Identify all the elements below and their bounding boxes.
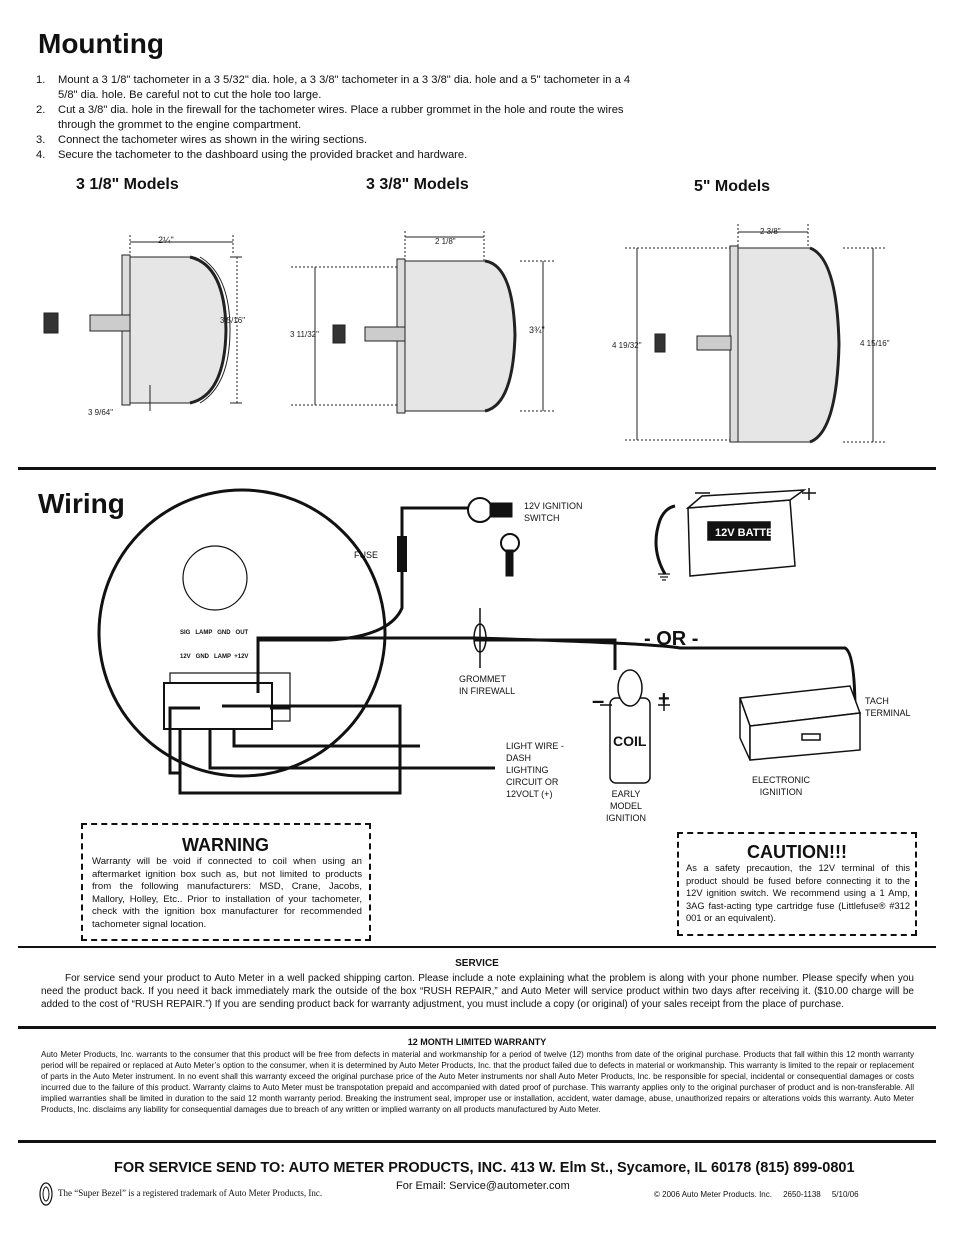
step-2: 2. Cut a 3/8" dia. hole in the firewall for the tachometer wires. Place a rubber grommet in the hole and route the wires through the grommet to the engine compartment. — [36, 104, 624, 131]
step-1: 1. Mount a 3 1/8" tachometer in a 3 5/32" dia. hole, a 3 3/8" tachometer in a 3 3/8" dia. hole and a 5" tachometer in a 4 5/8" dia. hole. Be careful not to cut the hole too large. — [36, 74, 631, 101]
service-address: FOR SERVICE SEND TO: AUTO METER PRODUCTS, INC. 413 W. Elm St., Sycamore, IL 60178 (815) 899-0801 — [114, 1160, 855, 1176]
light-wire-label: LIGHT WIRE - DASH LIGHTING CIRCUIT OR 12VOLT (+) — [506, 741, 564, 799]
mounting-title: Mounting — [38, 28, 164, 59]
trademark-note: The “Super Bezel” is a registered trademark of Auto Meter Products, Inc. — [58, 1188, 323, 1198]
warning-text: Warranty will be void if connected to coil when using an aftermarket ignition box such as, but not limited to products from the following manufacturers: MSD, Crane, Jacobs, Mallory, Holley, Etc.. Prior to installation of your tachometer, check with the ignition box manufacturer for recommended tachometer signal location. — [92, 856, 362, 930]
dim-338-hole: 3 11/32" — [290, 330, 319, 339]
grommet-label: GROMMET IN FIREWALL — [459, 674, 516, 696]
ignition-switch-icon — [468, 498, 519, 576]
model-title-338: 3 3/8" Models — [366, 176, 469, 193]
caution-box — [677, 832, 917, 936]
step-4: 4. Secure the tachometer to the dashboard using the provided bracket and hardware. — [36, 149, 468, 161]
caution-text: As a safety precaution, the 12V terminal of this product should be fused before connecting it to the 12V ignition switch. We recommend using a 1 Amp, 3AG fast-acting type cartridge fuse (Littlefuse® #312 001 or an equivalent). — [686, 863, 910, 923]
battery-label: 12V BATTERY — [715, 527, 789, 539]
gauge-side-diagram-338 — [285, 225, 560, 425]
fuse-icon — [397, 536, 407, 572]
warranty-heading: 12 MONTH LIMITED WARRANTY — [407, 1037, 547, 1047]
dim-338-depth: 2 1/8" — [435, 237, 456, 246]
model-title-5: 5" Models — [694, 178, 771, 195]
or-label: - OR - — [644, 628, 699, 650]
coil-plus-label: + — [658, 688, 670, 710]
service-text: For service send your product to Auto Meter in a well packed shipping carton. Please include a note explaining what the problem is along with your phone number. Please specify when you need the product back. If you need it back immediately mark the outside of the box “RUSH REPAIR,” and Auto Meter will service product within two days after receiving it. ($10.00 charge will be added to the cost of “RUSH REPAIR.”) If you are sending product back for warranty adjustment, you must include a copy (or original) of your sales receipt from the place of purchase. — [41, 973, 914, 1010]
electronic-ignition-label: ELECTRONIC IGNIITION — [752, 775, 811, 797]
section-divider — [18, 467, 936, 470]
warning-title: WARNING — [182, 835, 269, 855]
dim-338-height: 3¾" — [529, 325, 545, 335]
copyright-line: © 2006 Auto Meter Products. Inc. 2650-1138 5/10/06 — [654, 1190, 859, 1199]
warranty-text: Auto Meter Products, Inc. warrants to the consumer that this product will be free from defects in material and workmanship for a period of twelve (12) months from date of the original purchase. Products that fall within this 12 month warranty period will be repaired or replaced at Auto Meter’s option to the consumer, when it is determined by Auto Meter Products, Inc. that the product failed due to defects in material or workmanship. This warranty is limited to the repair or replacement of parts in the Auto Meter instrument. In no event shall this warranty exceed the original purchase price of the Auto Meter instruments nor shall Auto Meter Products, Inc. be responsible for special, incidental or consequential damages or costs incurred due to the failure of this product. Warranty claims to Auto Meter must be transpotation prepaid and accompanied with dated proof of purchase. This warranty applies only to the original purchaser of product and is non-transferable. All implied warranties shall be limited in duration to the said 12 month warranty period. Breaking the instrument seal, improper use or installation, accident, water damage, abuse, unauthorized repairs or alterations voids this warranty. Auto Meter Products, Inc. disclaims any liability for consequential damages due to breach of any written or implied warranty on all products manufactured by Auto Meter. — [41, 1050, 914, 1114]
dim-5-hole: 4 19/32" — [612, 341, 642, 350]
dim-318-depth: 2¼" — [158, 235, 174, 245]
gauge-side-diagram-5 — [605, 218, 905, 448]
terminal-labels-bottom: 12V GND LAMP +12V — [180, 654, 249, 660]
ignition-switch-label: 12V IGNITION SWITCH — [524, 501, 583, 523]
dim-318-bottom: 3 9/64" — [88, 408, 114, 417]
wiring-title: Wiring — [38, 488, 125, 519]
super-bezel-logo-icon — [38, 1181, 54, 1207]
coil-label: COIL — [613, 733, 647, 749]
step-3: 3. Connect the tachometer wires as shown in the wiring sections. — [36, 134, 368, 146]
model-title-318: 3 1/8" Models — [76, 176, 179, 193]
caution-title: CAUTION!!! — [747, 842, 847, 862]
coil-icon — [600, 670, 670, 783]
dim-5-height: 4 15/16" — [860, 339, 890, 348]
fuse-label: FUSE — [354, 550, 379, 560]
service-email: For Email: Service@autometer.com — [396, 1180, 570, 1192]
service-heading: SERVICE — [455, 958, 499, 969]
tach-terminal-label: TACH TERMINAL — [865, 696, 911, 718]
dim-5-depth: 2 3/8" — [760, 227, 781, 236]
terminal-labels-top: SIG LAMP GND OUT — [180, 630, 249, 636]
divider-footer — [18, 1140, 936, 1143]
divider-service — [18, 946, 936, 948]
mounting-steps — [36, 73, 648, 163]
warning-box — [81, 823, 371, 941]
electronic-ignition-icon — [740, 686, 860, 760]
wiring-diagram — [90, 488, 880, 823]
divider-warranty — [18, 1026, 936, 1029]
gauge-side-diagram-318 — [30, 225, 270, 425]
dim-318-height: 3 5/16" — [220, 316, 246, 325]
early-model-label: EARLY MODEL IGNITION — [606, 789, 646, 823]
coil-minus-label: – — [592, 688, 605, 713]
